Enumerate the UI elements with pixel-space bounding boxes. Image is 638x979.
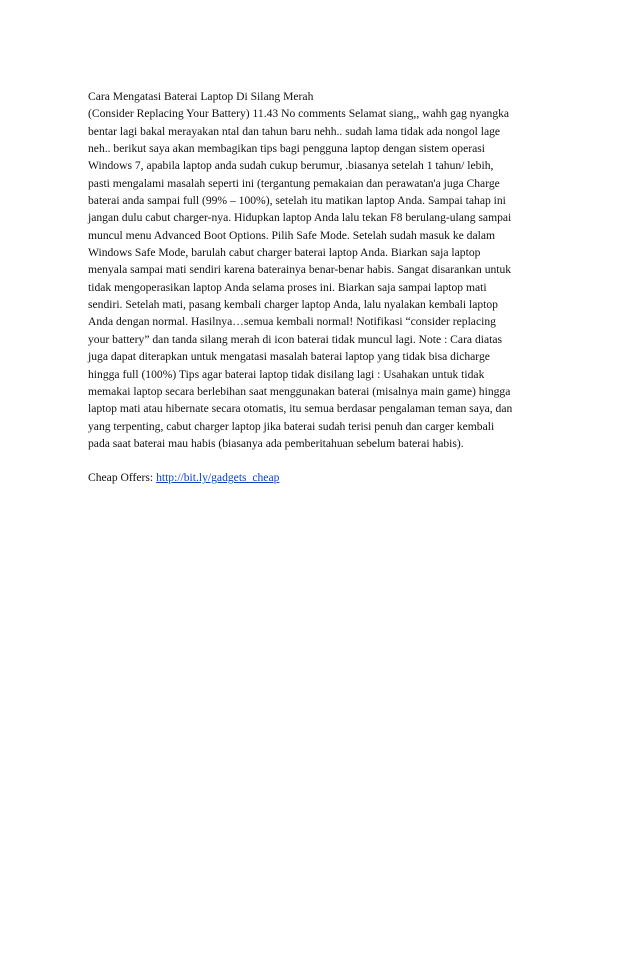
article-line: pasti mengalami masalah seperti ini (tergantung pemakaian dan perawatan'a juga Charge xyxy=(88,176,500,190)
article-line: your battery” dan tanda silang merah di icon baterai tidak muncul lagi. Note : Cara diatas xyxy=(88,332,503,346)
article-title-line: Cara Mengatasi Baterai Laptop Di Silang Merah xyxy=(88,90,314,103)
article-line: sendiri. Setelah mati, pasang kembali charger laptop Anda, lalu nyalakan kembali laptop xyxy=(88,298,498,312)
article-body xyxy=(88,88,558,487)
article-line: laptop mati atau hibernate secara otomatis, itu semua berdasar pengalaman teman saya, dan xyxy=(88,402,513,416)
article-line: muncul menu Advanced Boot Options. Pilih Safe Mode. Setelah sudah masuk ke dalam xyxy=(88,228,496,242)
paragraph-gap xyxy=(88,452,558,469)
article-line: Anda dengan normal. Hasilnya…semua kembali normal! Notifikasi “consider replacing xyxy=(88,315,496,329)
article-line: hingga full (100%) Tips agar baterai laptop tidak disilang lagi : Usahakan untuk tidak xyxy=(88,367,485,381)
article-line: baterai anda sampai full (99% – 100%), setelah itu matikan laptop Anda. Sampai tahap ini xyxy=(88,194,506,208)
cheap-offers-link[interactable]: http://bit.ly/gadgets_cheap xyxy=(156,471,280,485)
article-line: Windows 7, apabila laptop anda sudah cukup berumur, .biasanya setelah 1 tahun/ lebih, xyxy=(88,159,494,173)
article-line: juga dapat diterapkan untuk mengatasi masalah baterai laptop yang tidak bisa dicharge xyxy=(88,350,490,364)
article-line: jangan dulu cabut charger-nya. Hidupkan laptop Anda lalu tekan F8 berulang-ulang sampai xyxy=(88,211,512,225)
article-line: Windows Safe Mode, barulah cabut charger baterai laptop Anda. Biarkan saja laptop xyxy=(88,246,481,260)
article-line: tidak mengoperasikan laptop Anda selama proses ini. Biarkan saja sampai laptop mati xyxy=(88,280,487,294)
article-line: yang terpenting, cabut charger laptop jika baterai sudah terisi penuh dan carger kembali xyxy=(88,419,495,433)
article-line: pada saat baterai mau habis (biasanya ada pemberitahuan sebelum baterai habis). xyxy=(88,436,464,450)
cheap-offers-label: Cheap Offers: xyxy=(88,471,154,485)
article-line: (Consider Replacing Your Battery) 11.43 No comments Selamat siang,, wahh gag nyangka xyxy=(88,107,510,121)
cheap-offers-row xyxy=(88,469,558,486)
article-line: bentar lagi bakal merayakan ntal dan tahun baru nehh.. sudah lama tidak ada nongol lage xyxy=(88,124,501,138)
article-line: neh.. berikut saya akan membagikan tips bagi pengguna laptop dengan sistem operasi xyxy=(88,142,485,156)
article-line: memakai laptop secara berlebihan saat menggunakan baterai (misalnya main game) hingga xyxy=(88,384,511,398)
article-line: menyala sampai mati sendiri karena baterainya benar-benar habis. Sangat disarankan untuk xyxy=(88,263,512,277)
